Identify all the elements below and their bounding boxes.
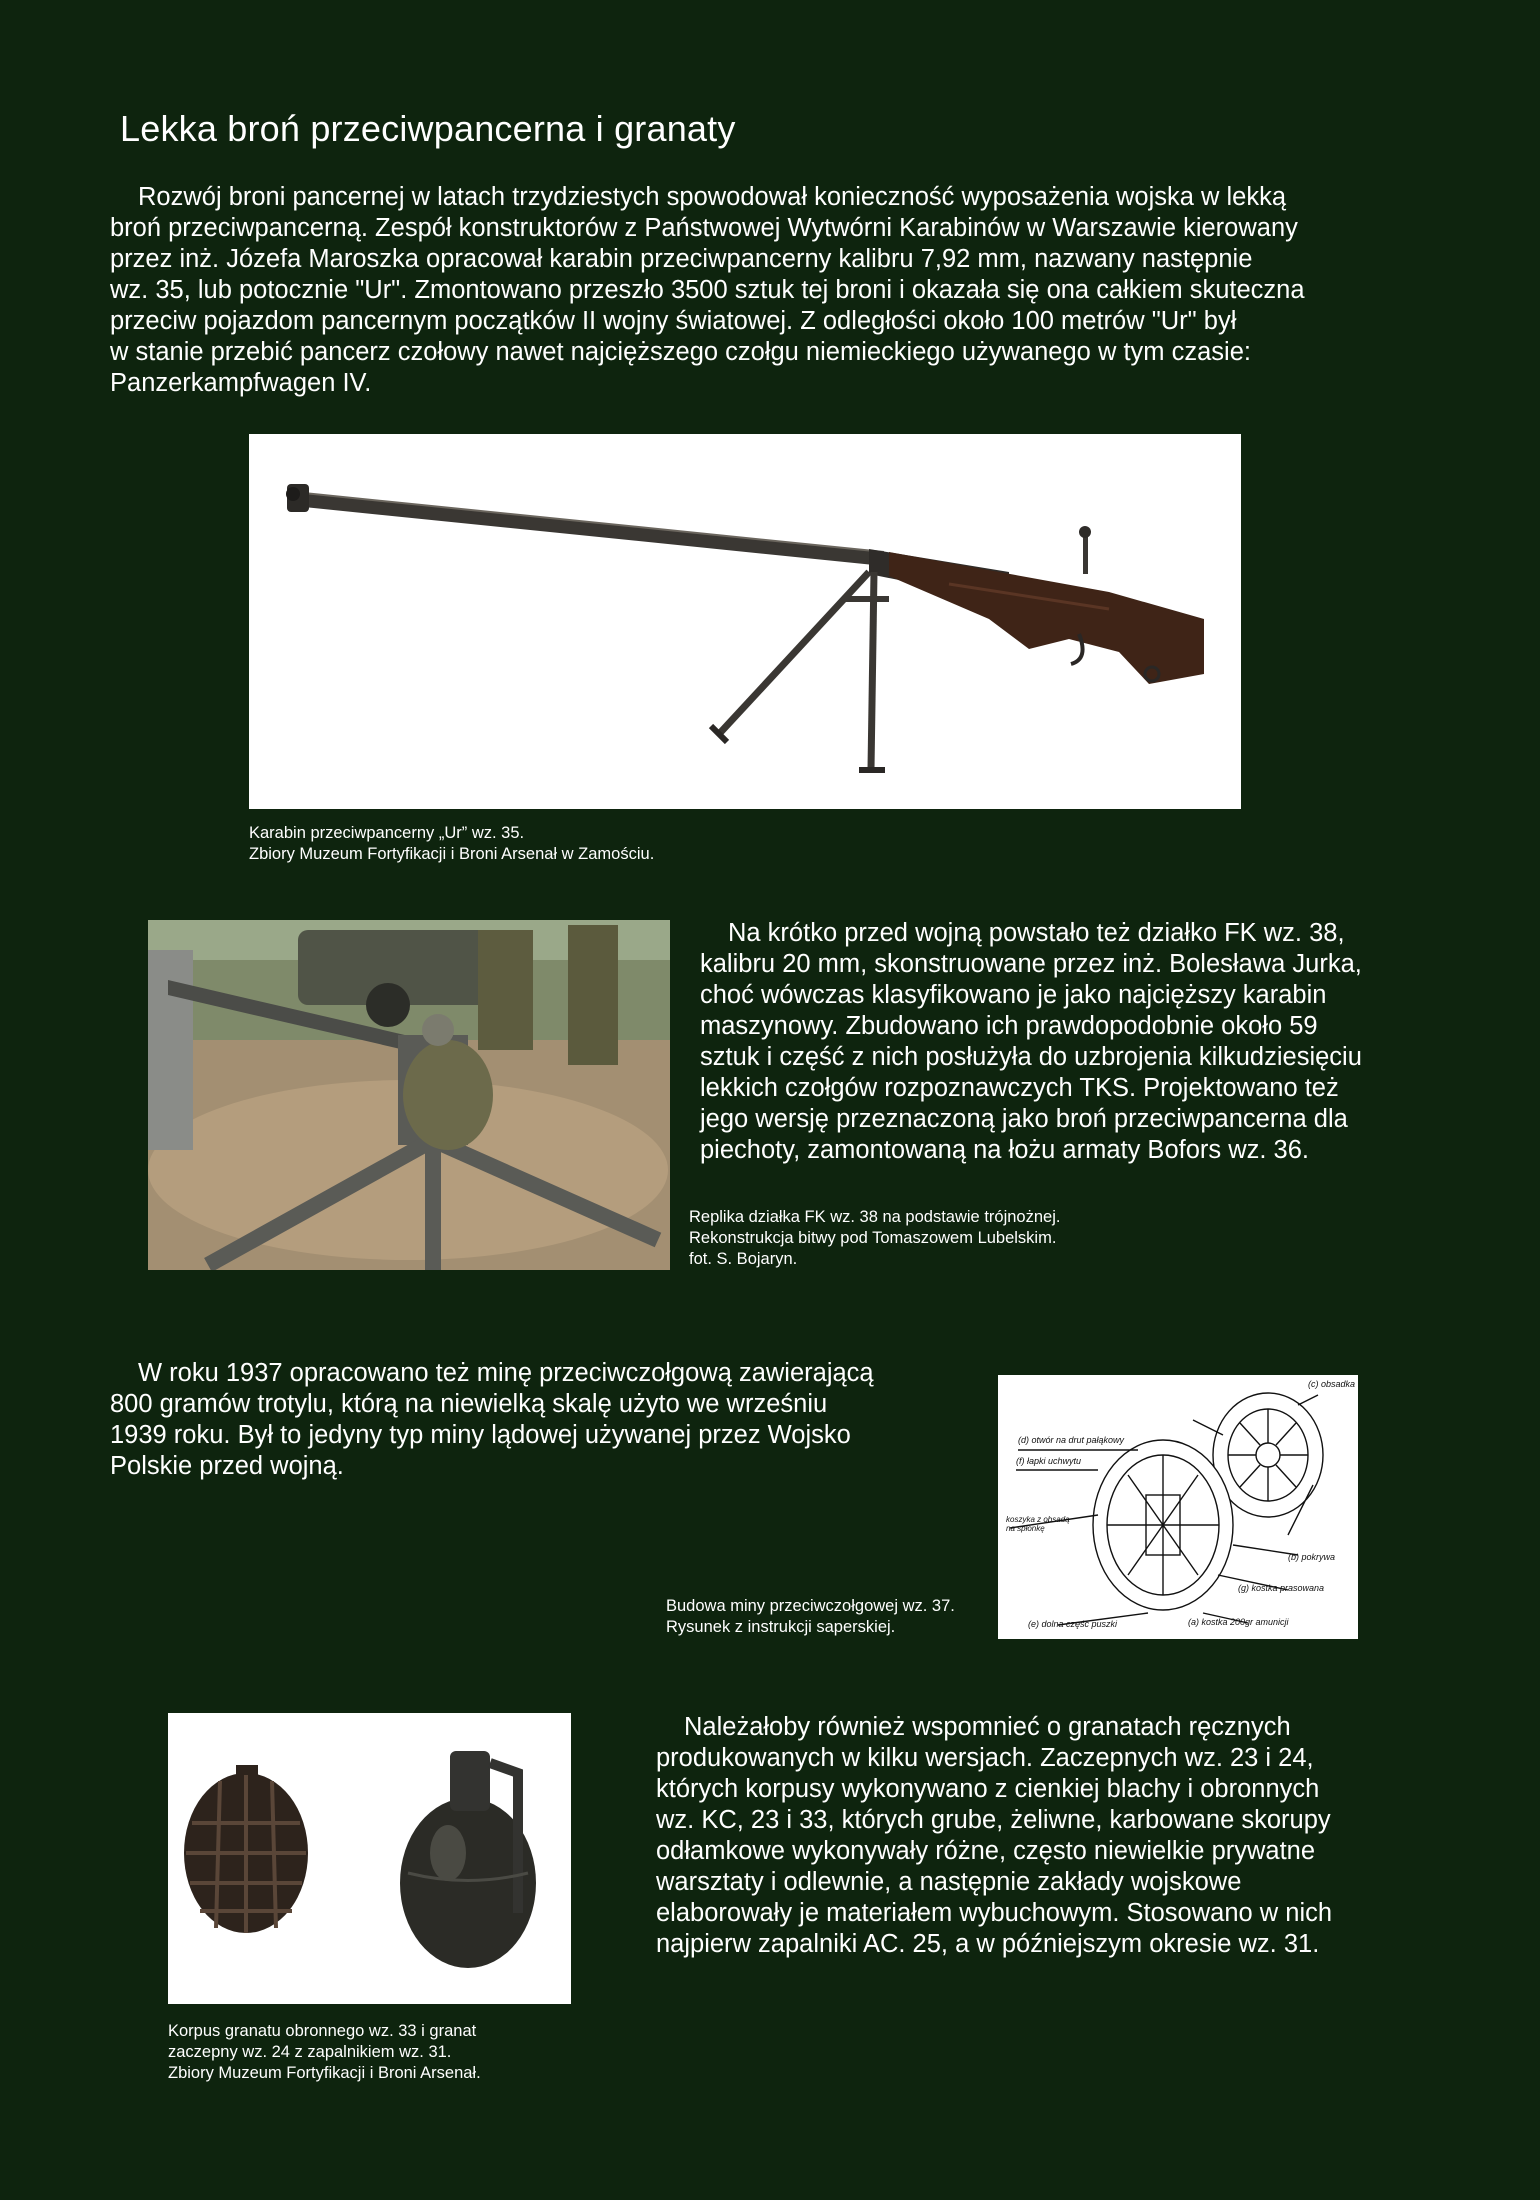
fk-gun-photo: [148, 920, 670, 1270]
fk-line: choć wówczas klasyfikowano je jako najcięższy karabin: [700, 981, 1327, 1009]
grenades-paragraph: [656, 1712, 1476, 1960]
grenades-line: odłamkowe wykonywały różne, często niewielkie prywatne: [656, 1837, 1316, 1865]
fk-line: lekkich czołgów rozpoznawczych TKS. Projektowano też: [700, 1074, 1339, 1102]
mine-line: W roku 1937 opracowano też minę przeciwczołgową zawierającą: [138, 1359, 874, 1387]
diagram-label: (d) otwór na drut pałąkowy: [1018, 1435, 1125, 1445]
grenades-line: których korpusy wykonywano z cienkiej blachy i obronnych: [656, 1775, 1320, 1803]
grenades-line: Należałoby również wspomnieć o granatach ręcznych: [684, 1713, 1291, 1741]
diagram-label: (a) kostka 200gr amunicji: [1188, 1617, 1289, 1627]
intro-line: broń przeciwpancerną. Zespół konstruktorów z Państwowej Wytwórni Karabinów w Warszawie kierowany: [110, 214, 1298, 242]
intro-line: wz. 35, lub potocznie "Ur". Zmontowano przeszło 3500 sztuk tej broni i okazała się ona całkiem skuteczna: [110, 276, 1305, 304]
mine-paragraph: [110, 1358, 990, 1482]
intro-line: przeciw pojazdom pancernym początków II wojny światowej. Z odległości około 100 metrów "Ur" był: [110, 307, 1237, 335]
diagram-label: (c) obsadka: [1308, 1379, 1356, 1389]
mine-line: 800 gramów trotylu, którą na niewielką skalę użyto we wrześniu: [110, 1390, 828, 1418]
rifle-photo: [249, 434, 1241, 809]
mine-caption: Budowa miny przeciwczołgowej wz. 37. Rysunek z instrukcji saperskiej.: [666, 1597, 955, 1636]
diagram-label: (f) łapki uchwytu: [1016, 1456, 1082, 1466]
fk-line: maszynowy. Zbudowano ich prawdopodobnie około 59: [700, 1012, 1318, 1040]
diagram-label: (b) pokrywa: [1288, 1552, 1336, 1562]
grenades-line: warsztaty i odlewnie, a następnie zakłady wojskowe: [656, 1868, 1242, 1896]
fk-line: kalibru 20 mm, skonstruowane przez inż. Bolesława Jurka,: [700, 950, 1362, 978]
grenades-photo: [168, 1713, 571, 2004]
diagram-label: (g) kostka prasowana: [1238, 1583, 1325, 1593]
rifle-caption: Karabin przeciwpancerny „Ur” wz. 35. Zbiory Muzeum Fortyfikacji i Broni Arsenał w Zamościu.: [249, 824, 655, 863]
intro-line: Rozwój broni pancernej w latach trzydziestych spowodował konieczność wyposażenia wojska w lekką: [138, 183, 1287, 211]
fk-caption: Replika działka FK wz. 38 na podstawie trójnożnej. Rekonstrukcja bitwy pod Tomaszowem Lubelskim. fot. S. Bojaryn.: [689, 1208, 1061, 1268]
mine-line: 1939 roku. Był to jedyny typ miny lądowej używanej przez Wojsko: [110, 1421, 851, 1449]
fk-line: piechoty, zamontowaną na łożu armaty Bofors wz. 36.: [700, 1136, 1309, 1164]
grenades-line: najpierw zapalniki AC. 25, a w późniejszym okresie wz. 31.: [656, 1930, 1320, 1958]
intro-line: przez inż. Józefa Maroszka opracował karabin przeciwpancerny kalibru 7,92 mm, nazwany następnie: [110, 245, 1253, 273]
grenades-line: elaborowały je materiałem wybuchowym. Stosowano w nich: [656, 1899, 1333, 1927]
intro-line: w stanie przebić pancerz czołowy nawet najcięższego czołgu niemieckiego używanego w tym czasie:: [110, 338, 1251, 366]
grenades-caption: Korpus granatu obronnego wz. 33 i granat zaczepny wz. 24 z zapalnikiem wz. 31. Zbiory Muzeum Fortyfikacji i Broni Arsenał.: [168, 2022, 481, 2082]
fk-line: jego wersję przeznaczoną jako broń przeciwpancerna dla: [700, 1105, 1348, 1133]
fk-line: sztuk i część z nich posłużyła do uzbrojenia kilkudziesięciu: [700, 1043, 1362, 1071]
mine-line: Polskie przed wojną.: [110, 1452, 344, 1480]
grenades-line: wz. KC, 23 i 33, których grube, żeliwne, karbowane skorupy: [656, 1806, 1331, 1834]
fk-paragraph: [700, 918, 1460, 1166]
mine-diagram: [998, 1375, 1358, 1639]
intro-paragraph: [110, 182, 1440, 399]
intro-line: Panzerkampfwagen IV.: [110, 369, 372, 397]
page-title: Lekka broń przeciwpancerna i granaty: [120, 108, 736, 149]
fk-line: Na krótko przed wojną powstało też działko FK wz. 38,: [728, 919, 1345, 947]
grenades-line: produkowanych w kilku wersjach. Zaczepnych wz. 23 i 24,: [656, 1744, 1314, 1772]
diagram-label: koszyka z obsadą na spłonkę: [1006, 1515, 1070, 1533]
diagram-label: (e) dolna część puszki: [1028, 1619, 1118, 1629]
